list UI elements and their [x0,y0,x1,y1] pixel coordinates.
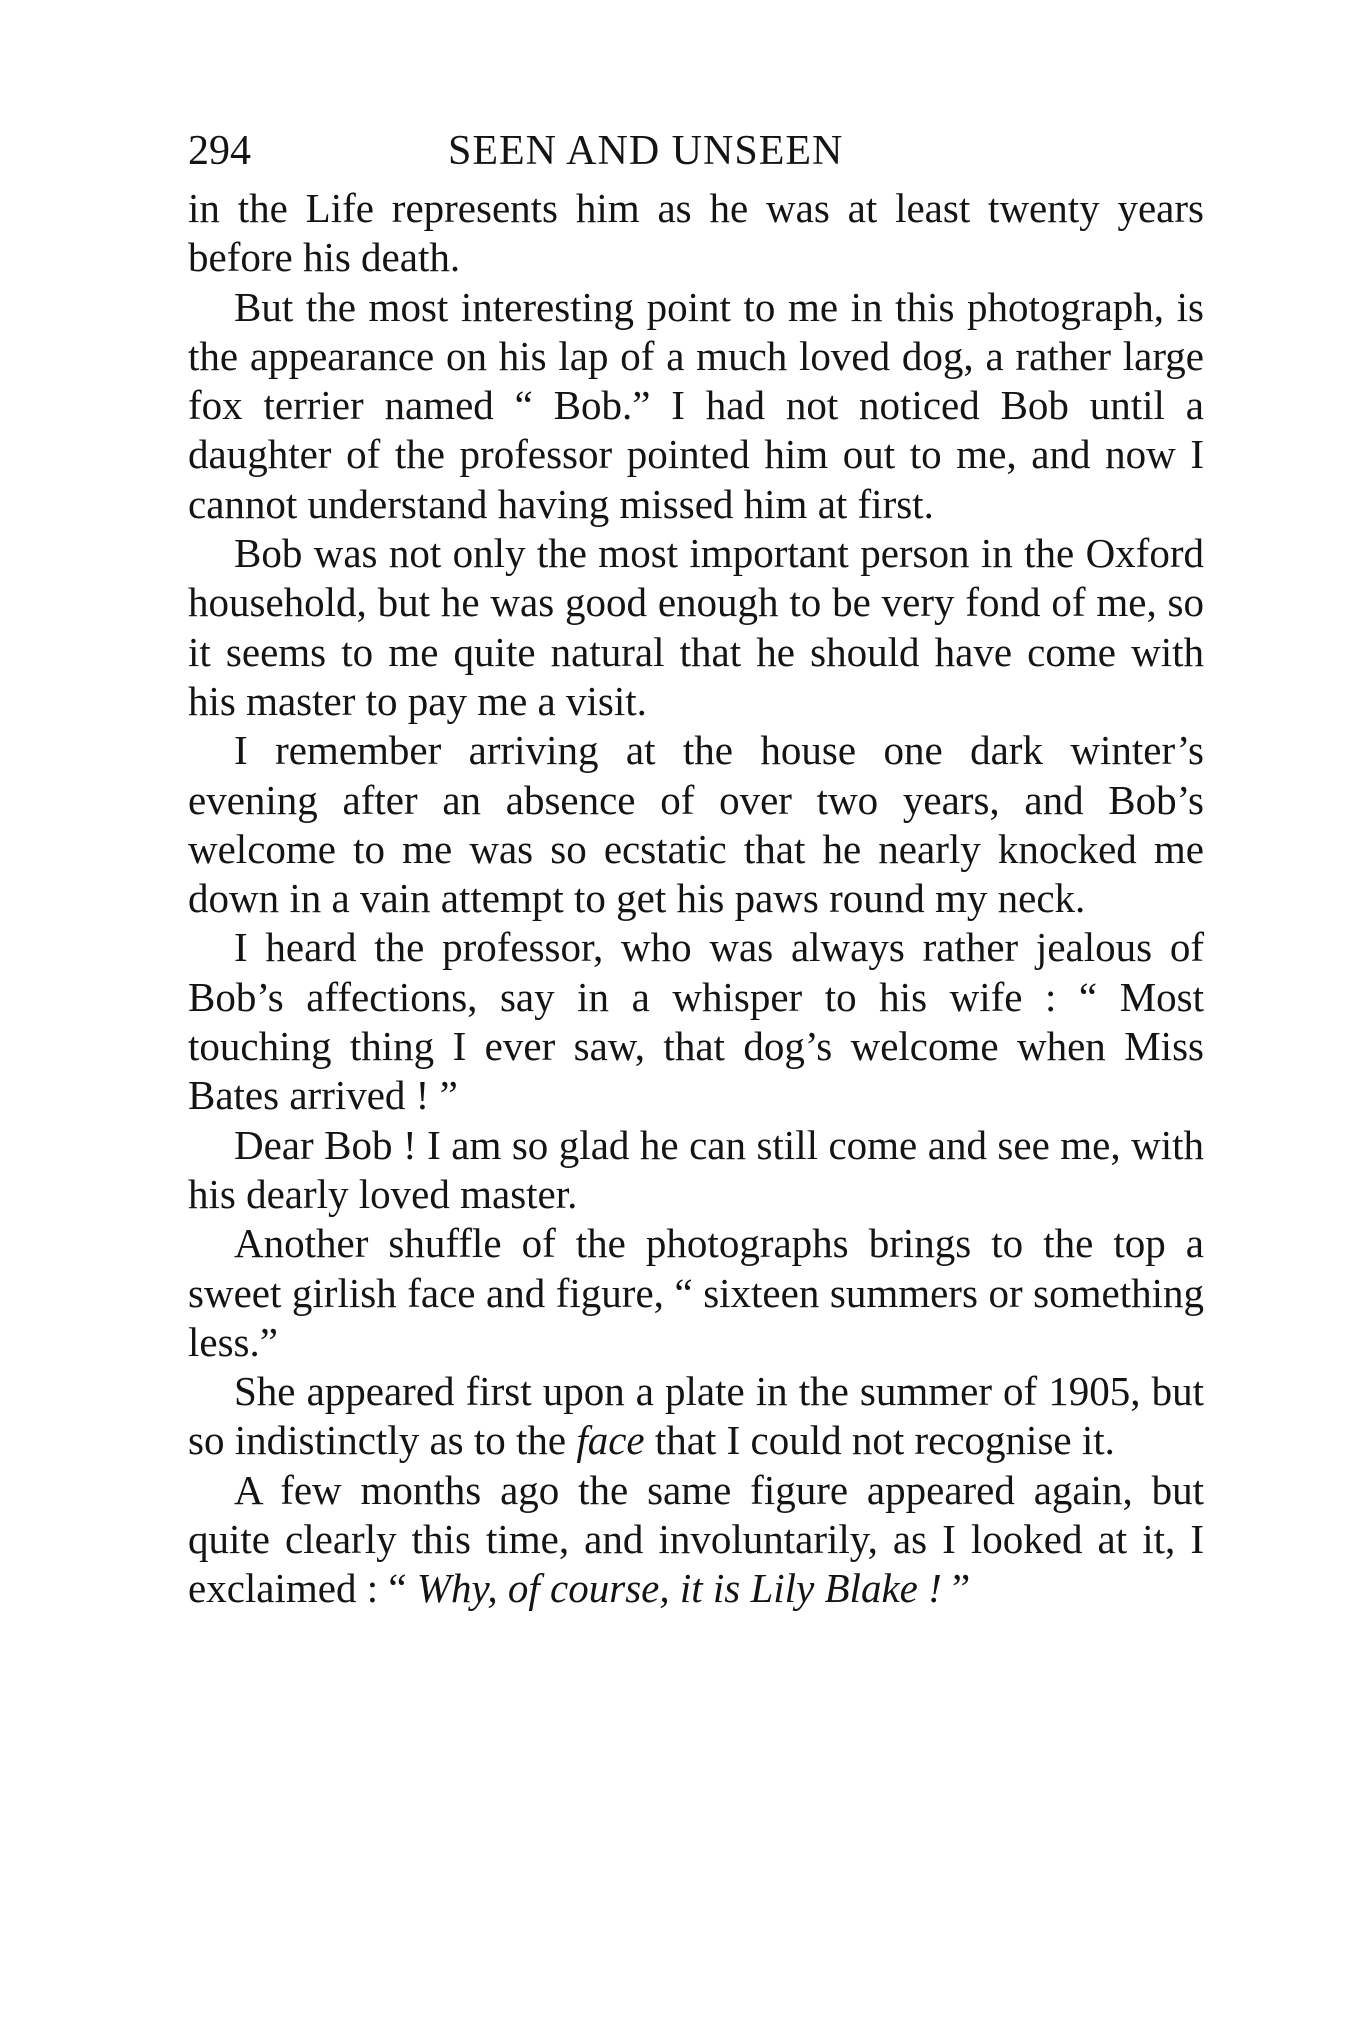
paragraph [188,1367,1204,1466]
paragraph [188,1466,1204,1614]
paragraph: Dear Bob ! I am so glad he can still come and see me, with his dearly loved master. [188,1121,1204,1217]
running-title: SEEN AND UNSEEN [448,128,844,174]
paragraph: I remember arriving at the house one dark winter’s evening after an absence of over two years, and Bob’s welcome to me was so ecstatic that he nearly knocked me down in a vain attempt to get his paws round my neck. [188,727,1204,922]
paragraph: I heard the professor, who was always rather jealous of Bob’s affections, say in a whisper to his wife : “ Most touching thing I ever saw, that dog’s welcome when Miss Bates arrived ! ” [188,924,1204,1119]
text-span: A few months ago the same figure appeared again, but quite clearly this time, and involuntarily, as I looked at it, I exclaimed : “ [188,1466,1204,1612]
page-number: 294 [188,128,251,174]
text-span: that I could not recognise it. [644,1417,1115,1464]
text-span: ” [941,1565,971,1612]
paragraph: But the most interesting point to me in this photograph, is the appearance on his lap of a much loved dog, a rather large fox terrier named “ Bob.” I had not noticed Bob until a daughter of the professor pointed him out to me, and now I cannot understand having missed him at first. [188,283,1204,527]
paragraph: Another shuffle of the photographs brings to the top a sweet girlish face and figure, “ sixteen summers or something less.” [188,1220,1204,1365]
body-text [188,184,1204,1614]
text-span: She appeared first upon a plate in the summer of 1905, but so indistinctly as to the [188,1368,1204,1464]
italic-text: face [576,1417,645,1464]
paragraph-continued: in the Life represents him as he was at least twenty years before his death. [188,185,1204,281]
italic-text: Why, of course, it is Lily Blake ! [416,1565,942,1612]
paragraph: Bob was not only the most important person in the Oxford household, but he was good enough to be very fond of me, so it seems to me quite natural that he should have come with his master to pay me a visit. [188,530,1204,724]
book-page [188,118,1204,1614]
running-head [188,118,1204,184]
